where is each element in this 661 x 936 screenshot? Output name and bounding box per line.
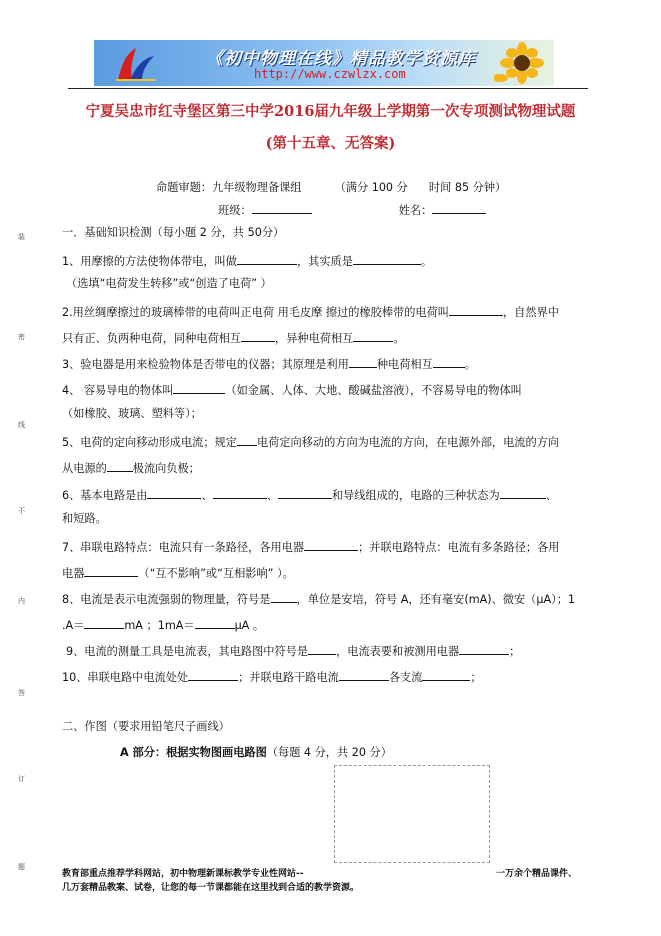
question-8-cont: .A＝ mA ；1mA＝ μA 。 bbox=[62, 616, 264, 633]
part-a-heading: A 部分：根据实物图画电路图（每题 4 分，共 20 分） bbox=[120, 746, 392, 759]
margin-mark: 答 bbox=[18, 689, 25, 697]
margin-mark: 订 bbox=[18, 775, 25, 783]
margin-mark: 题 bbox=[18, 863, 25, 871]
footer-line-1-right: 一万余个精品课件、 bbox=[496, 869, 578, 879]
exam-meta: 命题审题：九年级物理备课组 （满分 100 分 时间 85 分钟） bbox=[156, 181, 507, 194]
question-8: 8、电流是表示电流强弱的物理量，符号是 ，单位是安培，符号 A，还有毫安(mA)、微安（μA）；1 bbox=[62, 590, 575, 607]
question-1: 1、用摩擦的方法使物体带电，叫做 ，其实质是 。 bbox=[62, 252, 432, 269]
question-4: 4、 容易导电的物体叫 （如金属、人体、大地、酸碱盐溶液），不容易导电的物体叫 bbox=[62, 381, 522, 398]
question-6: 6、基本电路是由 、 、 和导线组成的，电路的三种状态为 、 bbox=[62, 486, 557, 503]
question-1-note: （选填“电荷发生转移”或“创造了电荷” ） bbox=[66, 277, 272, 290]
footer-line-2: 几万套精品教案、试卷，让您的每一节课都能在这里找到合适的教学资源。 bbox=[62, 883, 360, 893]
question-4-cont: （如橡胶、玻璃、塑料等）； bbox=[62, 407, 202, 420]
header-banner bbox=[94, 40, 554, 86]
margin-mark: 密 bbox=[18, 333, 25, 341]
site-logo bbox=[114, 46, 158, 82]
class-blank[interactable] bbox=[252, 201, 312, 214]
question-3: 3、验电器是用来检验物体是否带电的仪器；其原理是利用 种电荷相互 。 bbox=[62, 355, 476, 372]
margin-mark: 不 bbox=[18, 507, 25, 515]
question-10: 10、串联电路中电流处处 ；并联电路干路电流 各支流 ； bbox=[62, 668, 482, 685]
header-rule bbox=[68, 88, 588, 89]
margin-mark: 线 bbox=[18, 421, 25, 429]
question-5: 5、电荷的定向移动形成电流；规定 电荷定向移动的方向为电流的方向，在电源外部，电流的方向 bbox=[62, 433, 559, 450]
footer-line-1: 教育部重点推荐学科网站，初中物理新课标教学专业性网站-- bbox=[62, 869, 304, 879]
section2-heading: 二、作图（要求用铅笔尺子画线） bbox=[62, 720, 230, 733]
sunflower-image bbox=[494, 42, 550, 84]
student-info: 班级： 姓名： bbox=[218, 201, 486, 218]
question-6-cont: 和短路。 bbox=[62, 512, 107, 525]
question-7: 7、串联电路特点：电流只有一条路径，各用电器 ；并联电路特点：电流有多条路径；各用 bbox=[62, 538, 559, 555]
question-9: 9、电流的测量工具是电流表，其电路图中符号是 ，电流表要和被测用电器 ； bbox=[66, 642, 520, 659]
margin-mark: 内 bbox=[18, 597, 25, 605]
margin-mark: 装 bbox=[18, 233, 25, 241]
page-title: 宁夏吴忠市红寺堡区第三中学2016届九年级上学期第一次专项测试物理试题 bbox=[85, 103, 576, 120]
page-subtitle: (第十五章、无答案) bbox=[265, 135, 396, 152]
question-5-cont: 从电源的 极流向负极； bbox=[62, 459, 200, 476]
banner-title: 《初中物理在线》精品教学资源库 bbox=[206, 49, 476, 69]
section1-heading: 一．基础知识检测（每小题 2 分，共 50分） bbox=[62, 226, 285, 239]
drawing-area bbox=[334, 765, 490, 863]
question-7-cont: 电器 （“互不影响”或“互相影响” ）。 bbox=[62, 564, 294, 581]
banner-url: http://www.czwlzx.com bbox=[254, 67, 406, 81]
name-blank[interactable] bbox=[432, 201, 486, 214]
question-2-cont: 只有正、负两种电荷，同种电荷相互 ，异种电荷相互 。 bbox=[62, 329, 405, 346]
question-2: 2.用丝绸摩擦过的玻璃棒带的电荷叫正电荷 用毛皮摩 擦过的橡胶棒带的电荷叫 ，自然界中 bbox=[62, 303, 559, 320]
